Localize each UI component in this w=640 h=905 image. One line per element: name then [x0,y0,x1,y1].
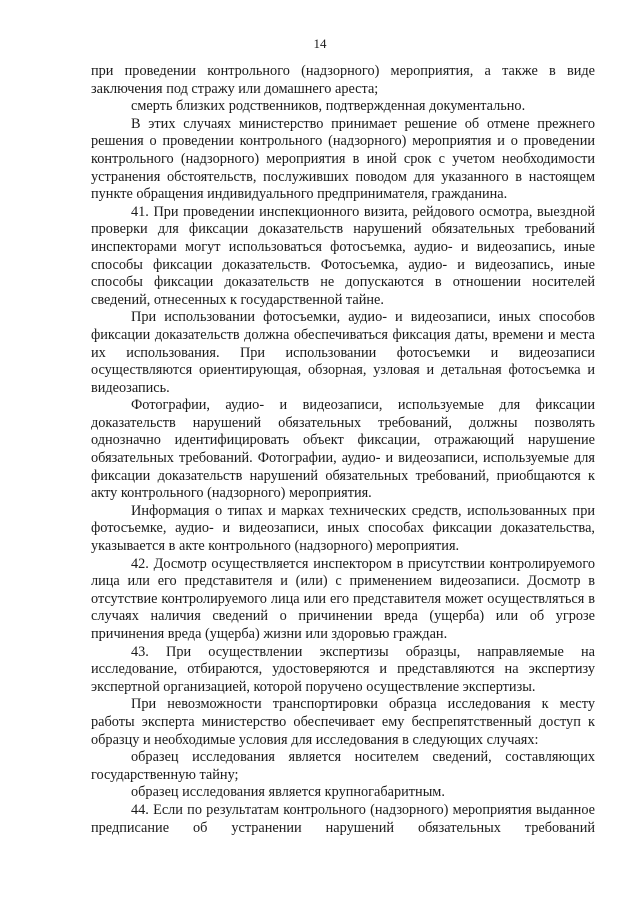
paragraph-section-43: 43. При осуществлении экспертизы образцы, направляемые на исследование, отбираются, удостоверяются и представляются на экспертизу экспертной организацией, которой поручено осуществление экспертизы. [91,643,595,695]
paragraph-section-42: 42. Досмотр осуществляется инспектором в присутствии контролируемого лица или его представителя и (или) с применением видеозаписи. Досмотр в отсутствие контролируемого лица или его представителя может осуществляться в случаях наличия сведений о причинении вреда (ущерба) или об угрозе причинения вреда (ущерба) жизни или здоровью граждан. [91,555,595,642]
paragraph: При использовании фотосъемки, аудио- и видеозаписи, иных способов фиксации доказательств должна обеспечиваться фиксация даты, времени и места их использования. При использовании фотосъемки и видеозаписи осуществляются ориентирующая, обзорная, узловая и детальная фотосъемка и видеозапись. [91,309,595,396]
list-item: образец исследования является крупногабаритным. [131,784,445,801]
paragraph: При невозможности транспортировки образца исследования к месту работы эксперта министерство обеспечивает ему беспрепятственный доступ к образцу и необходимые условия для исследования в следующих случаях: [91,696,595,748]
paragraph: Фотографии, аудио- и видеозаписи, используемые для фиксации доказательств нарушений обязательных требований, должны позволять однозначно идентифицировать объект фиксации, отражающий нарушение обязательных требований. Фотографии, аудио- и видеозаписи, используемые для фиксации доказательств нарушений обязательных требований, приобщаются к акту контрольного (надзорного) мероприятия. [91,397,595,502]
paragraph: при проведении контрольного (надзорного) мероприятия, а также в виде заключения под стражу или домашнего ареста; [91,63,595,97]
paragraph: Информация о типах и марках технических средств, использованных при фотосъемке, аудио- и видеозаписи, иных способах фиксации доказательства, указывается в акте контрольного (надзорного) мероприятия. [91,502,595,555]
paragraph-section-44: 44. Если по результатам контрольного (надзорного) мероприятия выданное предписание об устранении нарушений обязательных требований [91,801,595,836]
paragraph: смерть близких родственников, подтвержденная документально. [131,98,526,115]
page-number: 14 [313,36,327,51]
paragraph-section-41: 41. При проведении инспекционного визита, рейдового осмотра, выездной проверки для фиксации доказательств нарушений обязательных требований инспекторами могут использоваться фотосъемка, аудио- и видеозапись, иные способы фиксации доказательств. Фотосъемка, аудио- и видеозапись, иные способы фиксации доказательств не допускаются в отношении носителей сведений, отнесенных к государственной тайне. [91,203,595,308]
document-body [91,63,595,837]
paragraph: В этих случаях министерство принимает решение об отмене прежнего решения о проведении контрольного (надзорного) мероприятия и о проведении контрольного (надзорного) мероприятия в иной срок с учетом необходимости устранения обстоятельств, послуживших поводом для указанного в настоящем пункте обращения индивидуального предпринимателя, гражданина. [91,115,595,203]
list-item: образец исследования является носителем сведений, составляющих государственную тайну; [91,749,595,783]
